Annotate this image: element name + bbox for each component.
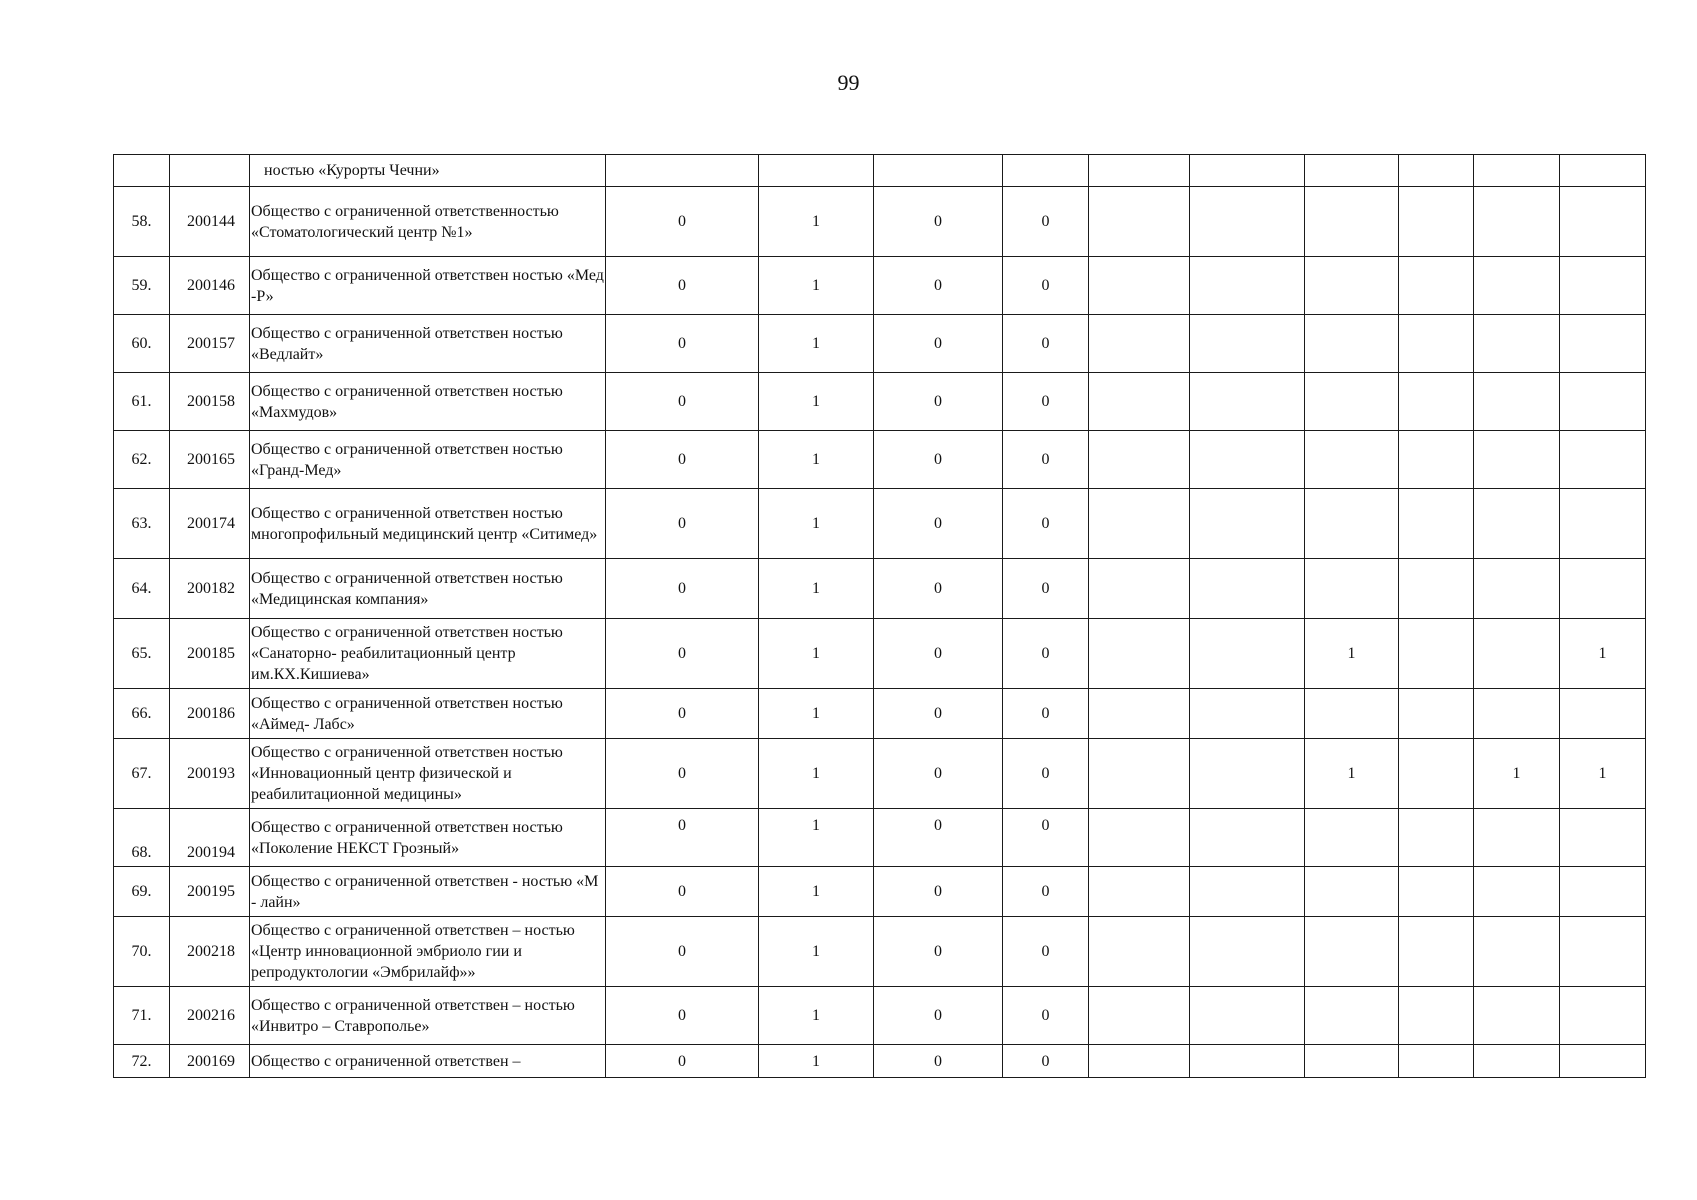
value-cell-8 bbox=[1399, 867, 1474, 917]
value-cell-4: 0 bbox=[1003, 431, 1089, 489]
value-cell-2: 1 bbox=[759, 257, 874, 315]
value-cell-6 bbox=[1190, 987, 1305, 1045]
value-cell-2: 1 bbox=[759, 619, 874, 689]
value-cell-3: 0 bbox=[874, 489, 1003, 559]
org-code-cell bbox=[170, 155, 250, 187]
table-row bbox=[114, 257, 1646, 315]
value-cell-5 bbox=[1089, 619, 1190, 689]
value-cell-3: 0 bbox=[874, 739, 1003, 809]
value-cell-5 bbox=[1089, 489, 1190, 559]
value-cell-4: 0 bbox=[1003, 619, 1089, 689]
value-cell-8 bbox=[1399, 155, 1474, 187]
value-cell-1 bbox=[606, 155, 759, 187]
value-cell-10 bbox=[1560, 689, 1646, 739]
value-cell-2: 1 bbox=[759, 739, 874, 809]
org-code-cell: 200174 bbox=[170, 489, 250, 559]
value-cell-8 bbox=[1399, 257, 1474, 315]
org-code-cell: 200186 bbox=[170, 689, 250, 739]
value-cell-5 bbox=[1089, 257, 1190, 315]
value-cell-1: 0 bbox=[606, 739, 759, 809]
value-cell-2: 1 bbox=[759, 431, 874, 489]
value-cell-10 bbox=[1560, 559, 1646, 619]
value-cell-10 bbox=[1560, 257, 1646, 315]
value-cell-6 bbox=[1190, 155, 1305, 187]
value-cell-1: 0 bbox=[606, 489, 759, 559]
table-row bbox=[114, 1045, 1646, 1078]
row-number-cell: 61. bbox=[114, 373, 170, 431]
value-cell-2: 1 bbox=[759, 689, 874, 739]
value-cell-5 bbox=[1089, 155, 1190, 187]
value-cell-4: 0 bbox=[1003, 315, 1089, 373]
value-cell-8 bbox=[1399, 187, 1474, 257]
value-cell-2: 1 bbox=[759, 867, 874, 917]
row-number-cell: 72. bbox=[114, 1045, 170, 1078]
org-name-cell: ностью «Курорты Чечни» bbox=[250, 155, 606, 187]
value-cell-3: 0 bbox=[874, 257, 1003, 315]
value-cell-3: 0 bbox=[874, 431, 1003, 489]
org-code-cell: 200216 bbox=[170, 987, 250, 1045]
org-name-cell: Общество с ограниченной ответствен ностью «Медицинская компания» bbox=[250, 559, 606, 619]
value-cell-6 bbox=[1190, 867, 1305, 917]
value-cell-1: 0 bbox=[606, 431, 759, 489]
row-number-cell: 70. bbox=[114, 917, 170, 987]
value-cell-1: 0 bbox=[606, 187, 759, 257]
value-cell-7 bbox=[1305, 315, 1399, 373]
value-cell-7 bbox=[1305, 373, 1399, 431]
row-number-cell bbox=[114, 155, 170, 187]
value-cell-5 bbox=[1089, 809, 1190, 867]
value-cell-8 bbox=[1399, 809, 1474, 867]
value-cell-5 bbox=[1089, 431, 1190, 489]
row-number-cell: 63. bbox=[114, 489, 170, 559]
value-cell-8 bbox=[1399, 917, 1474, 987]
value-cell-3: 0 bbox=[874, 315, 1003, 373]
value-cell-1: 0 bbox=[606, 809, 759, 867]
table-row bbox=[114, 619, 1646, 689]
value-cell-2 bbox=[759, 155, 874, 187]
value-cell-3: 0 bbox=[874, 809, 1003, 867]
value-cell-4: 0 bbox=[1003, 739, 1089, 809]
value-cell-9 bbox=[1474, 373, 1560, 431]
value-cell-4: 0 bbox=[1003, 559, 1089, 619]
table-row bbox=[114, 431, 1646, 489]
value-cell-9 bbox=[1474, 917, 1560, 987]
value-cell-8 bbox=[1399, 431, 1474, 489]
value-cell-3: 0 bbox=[874, 559, 1003, 619]
value-cell-9 bbox=[1474, 559, 1560, 619]
value-cell-7 bbox=[1305, 187, 1399, 257]
org-name-cell: Общество с ограниченной ответствен ностью «Ведлайт» bbox=[250, 315, 606, 373]
value-cell-4: 0 bbox=[1003, 809, 1089, 867]
value-cell-7 bbox=[1305, 867, 1399, 917]
org-code-cell: 200146 bbox=[170, 257, 250, 315]
value-cell-6 bbox=[1190, 689, 1305, 739]
value-cell-3: 0 bbox=[874, 1045, 1003, 1078]
value-cell-7 bbox=[1305, 257, 1399, 315]
value-cell-10: 1 bbox=[1560, 619, 1646, 689]
row-number-cell: 62. bbox=[114, 431, 170, 489]
row-number-cell: 66. bbox=[114, 689, 170, 739]
value-cell-10 bbox=[1560, 809, 1646, 867]
value-cell-1: 0 bbox=[606, 1045, 759, 1078]
value-cell-10: 1 bbox=[1560, 739, 1646, 809]
value-cell-6 bbox=[1190, 1045, 1305, 1078]
value-cell-7 bbox=[1305, 987, 1399, 1045]
value-cell-4: 0 bbox=[1003, 1045, 1089, 1078]
org-name-cell: Общество с ограниченной ответствен ностью «Махмудов» bbox=[250, 373, 606, 431]
row-number-cell: 59. bbox=[114, 257, 170, 315]
org-code-cell: 200185 bbox=[170, 619, 250, 689]
value-cell-1: 0 bbox=[606, 373, 759, 431]
value-cell-8 bbox=[1399, 373, 1474, 431]
value-cell-2: 1 bbox=[759, 809, 874, 867]
value-cell-5 bbox=[1089, 559, 1190, 619]
value-cell-8 bbox=[1399, 1045, 1474, 1078]
value-cell-4: 0 bbox=[1003, 187, 1089, 257]
value-cell-4: 0 bbox=[1003, 987, 1089, 1045]
value-cell-10 bbox=[1560, 431, 1646, 489]
value-cell-3: 0 bbox=[874, 867, 1003, 917]
value-cell-9 bbox=[1474, 809, 1560, 867]
org-name-cell: Общество с ограниченной ответственностью «Стоматологический центр №1» bbox=[250, 187, 606, 257]
value-cell-10 bbox=[1560, 373, 1646, 431]
org-name-cell: Общество с ограниченной ответствен ностью «Гранд-Мед» bbox=[250, 431, 606, 489]
row-number-cell: 71. bbox=[114, 987, 170, 1045]
value-cell-6 bbox=[1190, 739, 1305, 809]
value-cell-7 bbox=[1305, 689, 1399, 739]
row-number-cell: 69. bbox=[114, 867, 170, 917]
value-cell-1: 0 bbox=[606, 917, 759, 987]
value-cell-2: 1 bbox=[759, 559, 874, 619]
organizations-table bbox=[113, 154, 1646, 1078]
value-cell-9 bbox=[1474, 187, 1560, 257]
org-code-cell: 200165 bbox=[170, 431, 250, 489]
value-cell-5 bbox=[1089, 315, 1190, 373]
value-cell-5 bbox=[1089, 373, 1190, 431]
org-name-cell: Общество с ограниченной ответствен ностью «Аймед- Лабс» bbox=[250, 689, 606, 739]
value-cell-3: 0 bbox=[874, 987, 1003, 1045]
table-row bbox=[114, 809, 1646, 867]
value-cell-7: 1 bbox=[1305, 739, 1399, 809]
value-cell-10 bbox=[1560, 987, 1646, 1045]
value-cell-4: 0 bbox=[1003, 373, 1089, 431]
org-code-cell: 200195 bbox=[170, 867, 250, 917]
value-cell-4: 0 bbox=[1003, 489, 1089, 559]
value-cell-2: 1 bbox=[759, 187, 874, 257]
value-cell-9 bbox=[1474, 867, 1560, 917]
value-cell-2: 1 bbox=[759, 1045, 874, 1078]
value-cell-7 bbox=[1305, 917, 1399, 987]
value-cell-4: 0 bbox=[1003, 917, 1089, 987]
value-cell-5 bbox=[1089, 739, 1190, 809]
value-cell-1: 0 bbox=[606, 987, 759, 1045]
table-row bbox=[114, 987, 1646, 1045]
value-cell-6 bbox=[1190, 431, 1305, 489]
value-cell-4: 0 bbox=[1003, 689, 1089, 739]
value-cell-3: 0 bbox=[874, 689, 1003, 739]
value-cell-7 bbox=[1305, 1045, 1399, 1078]
value-cell-8 bbox=[1399, 559, 1474, 619]
value-cell-1: 0 bbox=[606, 689, 759, 739]
table-row bbox=[114, 867, 1646, 917]
value-cell-7 bbox=[1305, 431, 1399, 489]
value-cell-5 bbox=[1089, 1045, 1190, 1078]
table-row bbox=[114, 917, 1646, 987]
page-number: 99 bbox=[837, 70, 860, 95]
value-cell-1: 0 bbox=[606, 559, 759, 619]
row-number-cell: 58. bbox=[114, 187, 170, 257]
value-cell-9 bbox=[1474, 431, 1560, 489]
value-cell-9 bbox=[1474, 489, 1560, 559]
org-name-cell: Общество с ограниченной ответствен ностью «Санаторно- реабилитационный центр им.КХ.Кишиева» bbox=[250, 619, 606, 689]
table-row bbox=[114, 187, 1646, 257]
value-cell-2: 1 bbox=[759, 917, 874, 987]
value-cell-5 bbox=[1089, 867, 1190, 917]
table-body bbox=[114, 155, 1646, 1078]
value-cell-1: 0 bbox=[606, 257, 759, 315]
value-cell-9 bbox=[1474, 619, 1560, 689]
value-cell-8 bbox=[1399, 987, 1474, 1045]
value-cell-7 bbox=[1305, 155, 1399, 187]
value-cell-3: 0 bbox=[874, 373, 1003, 431]
row-number-cell: 64. bbox=[114, 559, 170, 619]
value-cell-8 bbox=[1399, 689, 1474, 739]
value-cell-2: 1 bbox=[759, 315, 874, 373]
value-cell-1: 0 bbox=[606, 315, 759, 373]
value-cell-10 bbox=[1560, 489, 1646, 559]
value-cell-9 bbox=[1474, 257, 1560, 315]
org-code-cell: 200169 bbox=[170, 1045, 250, 1078]
table-row bbox=[114, 489, 1646, 559]
org-name-cell: Общество с ограниченной ответствен – bbox=[250, 1045, 606, 1078]
table-row bbox=[114, 559, 1646, 619]
value-cell-5 bbox=[1089, 689, 1190, 739]
value-cell-7 bbox=[1305, 559, 1399, 619]
value-cell-1: 0 bbox=[606, 619, 759, 689]
value-cell-4: 0 bbox=[1003, 257, 1089, 315]
value-cell-9 bbox=[1474, 689, 1560, 739]
value-cell-10 bbox=[1560, 867, 1646, 917]
value-cell-5 bbox=[1089, 187, 1190, 257]
value-cell-7 bbox=[1305, 489, 1399, 559]
value-cell-2: 1 bbox=[759, 987, 874, 1045]
org-name-cell: Общество с ограниченной ответствен – ностью «Центр инновационной эмбриоло гии и репродуктологии «Эмбрилайф»» bbox=[250, 917, 606, 987]
org-name-cell: Общество с ограниченной ответствен ностью «Мед -Р» bbox=[250, 257, 606, 315]
value-cell-10 bbox=[1560, 917, 1646, 987]
value-cell-10 bbox=[1560, 1045, 1646, 1078]
value-cell-9 bbox=[1474, 155, 1560, 187]
value-cell-8 bbox=[1399, 619, 1474, 689]
value-cell-6 bbox=[1190, 373, 1305, 431]
row-number-cell: 65. bbox=[114, 619, 170, 689]
value-cell-2: 1 bbox=[759, 489, 874, 559]
value-cell-3: 0 bbox=[874, 917, 1003, 987]
table-row bbox=[114, 689, 1646, 739]
org-name-cell: Общество с ограниченной ответствен ностью «Инновационный центр физической и реабилитационной медицины» bbox=[250, 739, 606, 809]
value-cell-6 bbox=[1190, 257, 1305, 315]
value-cell-1: 0 bbox=[606, 867, 759, 917]
value-cell-10 bbox=[1560, 155, 1646, 187]
value-cell-3 bbox=[874, 155, 1003, 187]
org-code-cell: 200144 bbox=[170, 187, 250, 257]
value-cell-4 bbox=[1003, 155, 1089, 187]
value-cell-4: 0 bbox=[1003, 867, 1089, 917]
row-number-cell: 68. bbox=[114, 809, 170, 867]
value-cell-6 bbox=[1190, 809, 1305, 867]
value-cell-10 bbox=[1560, 315, 1646, 373]
value-cell-5 bbox=[1089, 987, 1190, 1045]
value-cell-9 bbox=[1474, 1045, 1560, 1078]
org-name-cell: Общество с ограниченной ответствен - ностью «М - лайн» bbox=[250, 867, 606, 917]
org-name-cell: Общество с ограниченной ответствен – ностью «Инвитро – Ставрополье» bbox=[250, 987, 606, 1045]
org-code-cell: 200193 bbox=[170, 739, 250, 809]
value-cell-9 bbox=[1474, 315, 1560, 373]
value-cell-9: 1 bbox=[1474, 739, 1560, 809]
org-code-cell: 200194 bbox=[170, 809, 250, 867]
value-cell-6 bbox=[1190, 187, 1305, 257]
value-cell-3: 0 bbox=[874, 619, 1003, 689]
value-cell-6 bbox=[1190, 315, 1305, 373]
table-row bbox=[114, 315, 1646, 373]
table-row bbox=[114, 739, 1646, 809]
value-cell-8 bbox=[1399, 739, 1474, 809]
value-cell-3: 0 bbox=[874, 187, 1003, 257]
value-cell-8 bbox=[1399, 489, 1474, 559]
value-cell-7 bbox=[1305, 809, 1399, 867]
table-row bbox=[114, 155, 1646, 187]
row-number-cell: 67. bbox=[114, 739, 170, 809]
value-cell-10 bbox=[1560, 187, 1646, 257]
org-name-cell: Общество с ограниченной ответствен ностью многопрофильный медицинский центр «Ситимед» bbox=[250, 489, 606, 559]
row-number-cell: 60. bbox=[114, 315, 170, 373]
value-cell-6 bbox=[1190, 559, 1305, 619]
org-code-cell: 200158 bbox=[170, 373, 250, 431]
value-cell-6 bbox=[1190, 917, 1305, 987]
value-cell-5 bbox=[1089, 917, 1190, 987]
org-code-cell: 200218 bbox=[170, 917, 250, 987]
value-cell-6 bbox=[1190, 489, 1305, 559]
org-code-cell: 200182 bbox=[170, 559, 250, 619]
value-cell-7: 1 bbox=[1305, 619, 1399, 689]
value-cell-8 bbox=[1399, 315, 1474, 373]
value-cell-9 bbox=[1474, 987, 1560, 1045]
value-cell-2: 1 bbox=[759, 373, 874, 431]
table-row bbox=[114, 373, 1646, 431]
org-name-cell: Общество с ограниченной ответствен ностью «Поколение НЕКСТ Грозный» bbox=[250, 809, 606, 867]
value-cell-6 bbox=[1190, 619, 1305, 689]
org-code-cell: 200157 bbox=[170, 315, 250, 373]
